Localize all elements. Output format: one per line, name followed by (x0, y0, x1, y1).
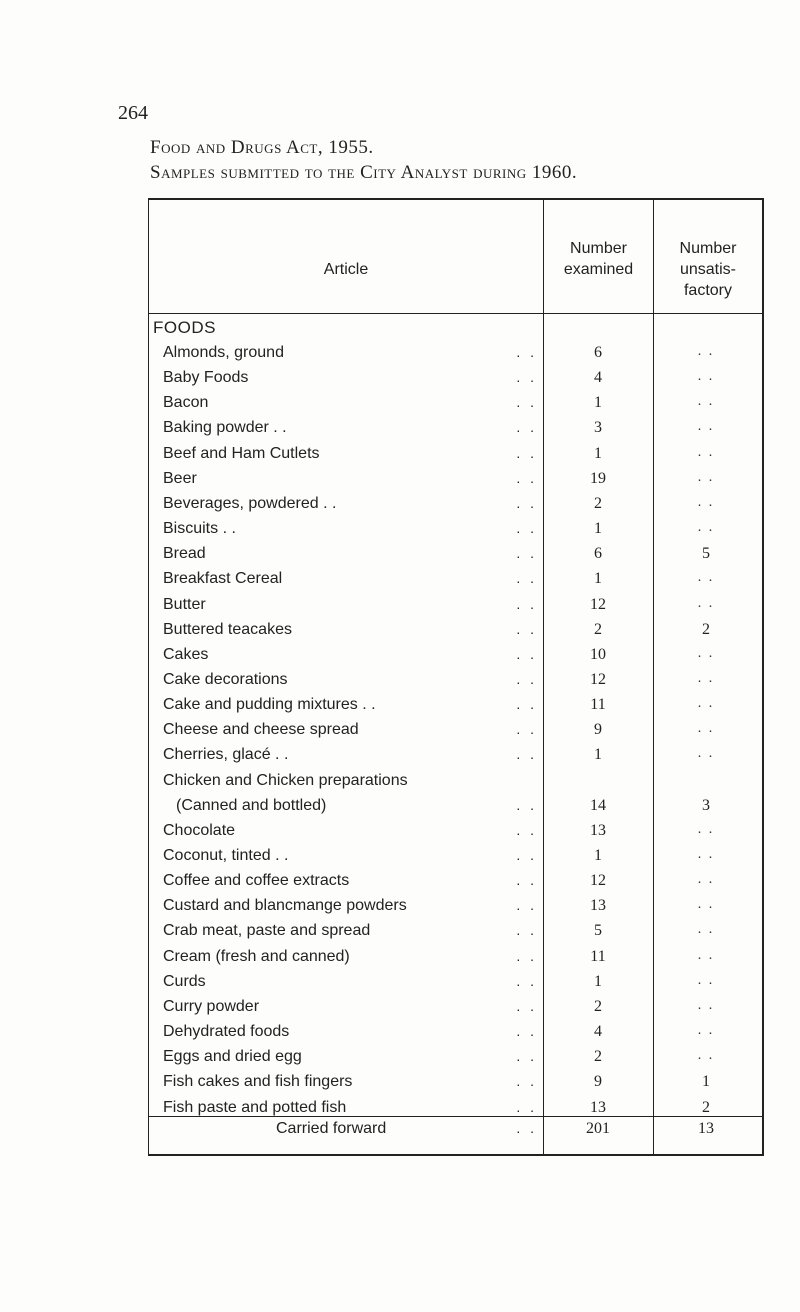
examined-count: 2 (594, 621, 602, 638)
table-row (0, 922, 800, 944)
article-name: Cherries, glacé . . (163, 746, 289, 763)
examined-count: 2 (594, 495, 602, 512)
article-name: Coffee and coffee extracts (163, 872, 350, 889)
unsatisfactory-count: . . (697, 1023, 715, 1038)
unsatisfactory-count: . . (697, 696, 715, 711)
table-row (0, 797, 800, 819)
examined-count: 3 (594, 419, 602, 436)
examined-count: 12 (590, 872, 606, 889)
article-name: Chocolate (163, 822, 236, 839)
carried-forward-unsatisfactory: 13 (698, 1120, 714, 1137)
unsatisfactory-count: 1 (702, 1073, 710, 1090)
unsatisfactory-count: . . (697, 394, 715, 409)
unsatisfactory-count: . . (697, 872, 715, 887)
page-number: 264 (118, 102, 148, 124)
table-row (0, 545, 800, 567)
leader-dots: . . (516, 847, 537, 863)
unsatisfactory-count: . . (697, 897, 715, 912)
leader-dots: . . (516, 822, 537, 838)
header-unsatisfactory-line: Number (679, 240, 737, 257)
leader-dots: . . (516, 948, 537, 964)
leader-dots: . . (516, 998, 537, 1014)
unsatisfactory-count: . . (697, 470, 715, 485)
article-name: Cake and pudding mixtures . . (163, 696, 376, 713)
article-name: Cream (fresh and canned) (163, 948, 350, 965)
article-name: Cakes (163, 646, 209, 663)
article-name: Buttered teacakes (163, 621, 292, 638)
article-name: Biscuits . . (163, 520, 236, 537)
article-name: Chicken and Chicken preparations (163, 772, 408, 789)
article-name: Almonds, ground (163, 344, 284, 361)
leader-dots: . . (516, 1073, 537, 1089)
table-row (0, 570, 800, 592)
examined-count: 12 (590, 596, 606, 613)
examined-count: 1 (594, 520, 602, 537)
leader-dots: . . (516, 545, 537, 561)
examined-count: 1 (594, 394, 602, 411)
leader-dots: . . (516, 394, 537, 410)
unsatisfactory-count: . . (697, 948, 715, 963)
article-name: Dehydrated foods (163, 1023, 290, 1040)
leader-dots: . . (516, 596, 537, 612)
carried-forward-label: Carried forward (276, 1120, 387, 1137)
table-row (0, 621, 800, 643)
unsatisfactory-count: . . (697, 746, 715, 761)
leader-dots: . . (516, 696, 537, 712)
examined-count: 5 (594, 922, 602, 939)
examined-count: 13 (590, 822, 606, 839)
table-row (0, 948, 800, 970)
table-row (0, 520, 800, 542)
examined-count: 9 (594, 1073, 602, 1090)
leader-dots: . . (516, 445, 537, 461)
table-row (0, 847, 800, 869)
table-row (0, 495, 800, 517)
article-name: Eggs and dried egg (163, 1048, 302, 1065)
leader-dots: . . (516, 797, 537, 813)
article-name: (Canned and bottled) (176, 797, 327, 814)
table-row (0, 1099, 800, 1121)
examined-count: 11 (590, 696, 606, 713)
examined-count: 13 (590, 1099, 606, 1116)
examined-count: 10 (590, 646, 606, 663)
unsatisfactory-count: . . (697, 570, 715, 585)
leader-dots: . . (516, 897, 537, 913)
examined-count: 1 (594, 445, 602, 462)
article-name: Curry powder (163, 998, 260, 1015)
leader-dots: . . (516, 621, 537, 637)
leader-dots: . . (516, 922, 537, 938)
carried-forward-examined: 201 (586, 1120, 610, 1137)
table-row (0, 1023, 800, 1045)
examined-count: 13 (590, 897, 606, 914)
unsatisfactory-count: . . (697, 1048, 715, 1063)
table-row (0, 470, 800, 492)
table-row (0, 671, 800, 693)
article-name: Baking powder . . (163, 419, 287, 436)
table-row (0, 344, 800, 366)
unsatisfactory-count: 3 (702, 797, 710, 814)
leader-dots: . . (516, 1099, 537, 1115)
header-examined (544, 238, 653, 280)
article-name: Coconut, tinted . . (163, 847, 289, 864)
article-name: Custard and blancmange powders (163, 897, 407, 914)
table-row (0, 1048, 800, 1070)
unsatisfactory-count: . . (697, 520, 715, 535)
examined-count: 4 (594, 369, 602, 386)
leader-dots: . . (516, 495, 537, 511)
leader-dots: . . (516, 470, 537, 486)
examined-count: 12 (590, 671, 606, 688)
leader-dots: . . (516, 369, 537, 385)
table-row (0, 646, 800, 668)
article-name: Cheese and cheese spread (163, 721, 359, 738)
examined-count: 1 (594, 847, 602, 864)
examined-count: 1 (594, 570, 602, 587)
article-name: Cake decorations (163, 671, 288, 688)
table-row (0, 772, 800, 794)
unsatisfactory-count: . . (697, 495, 715, 510)
leader-dots: . . (516, 671, 537, 687)
header-rule (149, 313, 762, 314)
unsatisfactory-count: . . (697, 445, 715, 460)
unsatisfactory-count: . . (697, 822, 715, 837)
unsatisfactory-count: . . (697, 344, 715, 359)
article-name: Bacon (163, 394, 209, 411)
leader-dots: . . (516, 746, 537, 762)
header-examined-line: examined (563, 261, 634, 278)
header-article: Article (323, 261, 369, 278)
document-subtitle: Samples submitted to the City Analyst during 1960. (150, 162, 578, 183)
unsatisfactory-count: . . (697, 646, 715, 661)
article-name: Fish paste and potted fish (163, 1099, 347, 1116)
leader-dots: . . (516, 520, 537, 536)
table-row (0, 596, 800, 618)
leader-dots: . . (516, 646, 537, 662)
table-row (0, 369, 800, 391)
table-row (0, 394, 800, 416)
examined-count: 11 (590, 948, 606, 965)
examined-count: 14 (590, 797, 606, 814)
section-label: FOODS (153, 318, 216, 337)
leader-dots: . . (516, 872, 537, 888)
unsatisfactory-count: . . (697, 922, 715, 937)
article-name: Beer (163, 470, 197, 487)
examined-count: 4 (594, 1023, 602, 1040)
article-name: Beef and Ham Cutlets (163, 445, 320, 462)
leader-dots: . . (516, 1048, 537, 1064)
examined-count: 2 (594, 998, 602, 1015)
unsatisfactory-count: . . (697, 596, 715, 611)
article-name: Butter (163, 596, 206, 613)
header-unsatisfactory (654, 238, 762, 301)
article-name: Crab meat, paste and spread (163, 922, 371, 939)
leader-dots: . . (516, 973, 537, 989)
table-row (0, 696, 800, 718)
unsatisfactory-count: . . (697, 419, 715, 434)
unsatisfactory-count: . . (697, 369, 715, 384)
article-name: Bread (163, 545, 206, 562)
table-row (0, 1073, 800, 1095)
table-row (0, 973, 800, 995)
unsatisfactory-count: 5 (702, 545, 710, 562)
document-title: Food and Drugs Act, 1955. (150, 137, 374, 158)
table-row (0, 445, 800, 467)
examined-count: 6 (594, 545, 602, 562)
unsatisfactory-count: . . (697, 998, 715, 1013)
unsatisfactory-count: . . (697, 671, 715, 686)
leader-dots: . . (516, 721, 537, 737)
header-examined-line: Number (570, 240, 627, 257)
table-row (0, 897, 800, 919)
table-row (0, 746, 800, 768)
unsatisfactory-count: . . (697, 847, 715, 862)
examined-count: 2 (594, 1048, 602, 1065)
header-unsatisfactory-line: unsatis- (679, 261, 737, 278)
table-row (0, 822, 800, 844)
article-name: Breakfast Cereal (163, 570, 283, 587)
leader-dots: . . (516, 419, 537, 435)
table-row (0, 721, 800, 743)
header-unsatisfactory-line: factory (683, 282, 732, 299)
leader-dots: . . (516, 344, 537, 360)
examined-count: 1 (594, 746, 602, 763)
table-row (0, 998, 800, 1020)
article-name: Beverages, powdered . . (163, 495, 337, 512)
article-name: Curds (163, 973, 206, 990)
leader-dots: . . (516, 570, 537, 586)
examined-count: 19 (590, 470, 606, 487)
table-row (0, 872, 800, 894)
unsatisfactory-count: . . (697, 973, 715, 988)
leader-dots: . . (516, 1120, 537, 1136)
unsatisfactory-count: . . (697, 721, 715, 736)
unsatisfactory-count: 2 (702, 1099, 710, 1116)
table-row (0, 419, 800, 441)
article-name: Baby Foods (163, 369, 249, 386)
unsatisfactory-count: 2 (702, 621, 710, 638)
examined-count: 9 (594, 721, 602, 738)
examined-count: 6 (594, 344, 602, 361)
carried-forward-row (0, 1120, 800, 1142)
article-name: Fish cakes and fish fingers (163, 1073, 353, 1090)
examined-count: 1 (594, 973, 602, 990)
leader-dots: . . (516, 1023, 537, 1039)
